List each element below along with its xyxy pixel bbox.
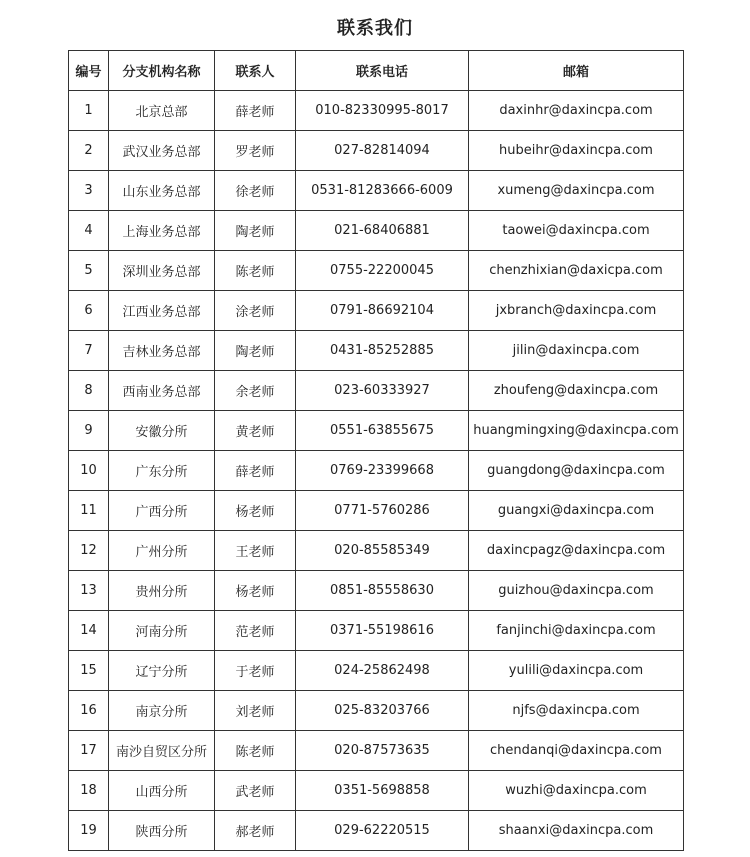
row-number: 5 bbox=[69, 251, 109, 291]
branch-name: 广东分所 bbox=[109, 451, 215, 491]
branch-name: 西南业务总部 bbox=[109, 371, 215, 411]
contact-phone: 020-85585349 bbox=[296, 531, 469, 571]
contact-person: 杨老师 bbox=[215, 571, 296, 611]
contact-person: 罗老师 bbox=[215, 131, 296, 171]
table-row bbox=[69, 371, 684, 411]
contact-table bbox=[68, 50, 684, 851]
email-address[interactable]: yulili@daxincpa.com bbox=[469, 651, 684, 691]
table-row bbox=[69, 411, 684, 451]
branch-name: 广州分所 bbox=[109, 531, 215, 571]
header-contact-person: 联系人 bbox=[215, 51, 296, 91]
contact-person: 涂老师 bbox=[215, 291, 296, 331]
header-contact-phone: 联系电话 bbox=[296, 51, 469, 91]
row-number: 8 bbox=[69, 371, 109, 411]
branch-name: 陕西分所 bbox=[109, 811, 215, 851]
email-address[interactable]: guangxi@daxincpa.com bbox=[469, 491, 684, 531]
table-row bbox=[69, 611, 684, 651]
email-address[interactable]: zhoufeng@daxincpa.com bbox=[469, 371, 684, 411]
contact-person: 王老师 bbox=[215, 531, 296, 571]
table-row bbox=[69, 811, 684, 851]
email-address[interactable]: daxincpagz@daxincpa.com bbox=[469, 531, 684, 571]
row-number: 16 bbox=[69, 691, 109, 731]
branch-name: 山西分所 bbox=[109, 771, 215, 811]
table-row bbox=[69, 91, 684, 131]
contact-person: 薛老师 bbox=[215, 451, 296, 491]
contact-person: 陶老师 bbox=[215, 331, 296, 371]
row-number: 12 bbox=[69, 531, 109, 571]
branch-name: 深圳业务总部 bbox=[109, 251, 215, 291]
row-number: 14 bbox=[69, 611, 109, 651]
row-number: 17 bbox=[69, 731, 109, 771]
branch-name: 山东业务总部 bbox=[109, 171, 215, 211]
row-number: 2 bbox=[69, 131, 109, 171]
table-row bbox=[69, 171, 684, 211]
branch-name: 上海业务总部 bbox=[109, 211, 215, 251]
email-address[interactable]: xumeng@daxincpa.com bbox=[469, 171, 684, 211]
contact-person: 郝老师 bbox=[215, 811, 296, 851]
header-email: 邮箱 bbox=[469, 51, 684, 91]
branch-name: 北京总部 bbox=[109, 91, 215, 131]
contact-phone: 024-25862498 bbox=[296, 651, 469, 691]
branch-name: 安徽分所 bbox=[109, 411, 215, 451]
row-number: 10 bbox=[69, 451, 109, 491]
table-body bbox=[69, 91, 684, 851]
header-number: 编号 bbox=[69, 51, 109, 91]
row-number: 1 bbox=[69, 91, 109, 131]
branch-name: 贵州分所 bbox=[109, 571, 215, 611]
contact-phone: 025-83203766 bbox=[296, 691, 469, 731]
email-address[interactable]: fanjinchi@daxincpa.com bbox=[469, 611, 684, 651]
row-number: 18 bbox=[69, 771, 109, 811]
email-address[interactable]: huangmingxing@daxincpa.com bbox=[469, 411, 684, 451]
contact-person: 范老师 bbox=[215, 611, 296, 651]
contact-phone: 0769-23399668 bbox=[296, 451, 469, 491]
row-number: 13 bbox=[69, 571, 109, 611]
page-title: 联系我们 bbox=[337, 18, 413, 39]
contact-person: 于老师 bbox=[215, 651, 296, 691]
row-number: 15 bbox=[69, 651, 109, 691]
contact-phone: 027-82814094 bbox=[296, 131, 469, 171]
branch-name: 武汉业务总部 bbox=[109, 131, 215, 171]
table-row bbox=[69, 571, 684, 611]
contact-person: 黄老师 bbox=[215, 411, 296, 451]
table-row bbox=[69, 291, 684, 331]
branch-name: 辽宁分所 bbox=[109, 651, 215, 691]
contact-person: 徐老师 bbox=[215, 171, 296, 211]
email-address[interactable]: guizhou@daxincpa.com bbox=[469, 571, 684, 611]
contact-person: 余老师 bbox=[215, 371, 296, 411]
contact-phone: 0531-81283666-6009 bbox=[296, 171, 469, 211]
contact-phone: 0791-86692104 bbox=[296, 291, 469, 331]
contact-phone: 021-68406881 bbox=[296, 211, 469, 251]
branch-name: 吉林业务总部 bbox=[109, 331, 215, 371]
email-address[interactable]: jilin@daxincpa.com bbox=[469, 331, 684, 371]
branch-name: 南沙自贸区分所 bbox=[109, 731, 215, 771]
contact-phone: 0431-85252885 bbox=[296, 331, 469, 371]
row-number: 11 bbox=[69, 491, 109, 531]
table-row bbox=[69, 691, 684, 731]
branch-name: 江西业务总部 bbox=[109, 291, 215, 331]
email-address[interactable]: jxbranch@daxincpa.com bbox=[469, 291, 684, 331]
table-row bbox=[69, 491, 684, 531]
email-address[interactable]: njfs@daxincpa.com bbox=[469, 691, 684, 731]
table-row bbox=[69, 211, 684, 251]
row-number: 7 bbox=[69, 331, 109, 371]
row-number: 6 bbox=[69, 291, 109, 331]
contact-phone: 010-82330995-8017 bbox=[296, 91, 469, 131]
branch-name: 河南分所 bbox=[109, 611, 215, 651]
table-row bbox=[69, 131, 684, 171]
contact-phone: 0851-85558630 bbox=[296, 571, 469, 611]
row-number: 4 bbox=[69, 211, 109, 251]
contact-person: 陈老师 bbox=[215, 251, 296, 291]
row-number: 19 bbox=[69, 811, 109, 851]
contact-phone: 029-62220515 bbox=[296, 811, 469, 851]
table-header-row bbox=[69, 51, 684, 91]
email-address[interactable]: shaanxi@daxincpa.com bbox=[469, 811, 684, 851]
row-number: 3 bbox=[69, 171, 109, 211]
contact-person: 陶老师 bbox=[215, 211, 296, 251]
branch-name: 广西分所 bbox=[109, 491, 215, 531]
table-row bbox=[69, 331, 684, 371]
contact-person: 武老师 bbox=[215, 771, 296, 811]
email-address[interactable]: chenzhixian@daxicpa.com bbox=[469, 251, 684, 291]
email-address[interactable]: wuzhi@daxincpa.com bbox=[469, 771, 684, 811]
branch-name: 南京分所 bbox=[109, 691, 215, 731]
contact-phone: 0351-5698858 bbox=[296, 771, 469, 811]
email-address[interactable]: taowei@daxincpa.com bbox=[469, 211, 684, 251]
email-address[interactable]: guangdong@daxincpa.com bbox=[469, 451, 684, 491]
table-row bbox=[69, 771, 684, 811]
email-address[interactable]: chendanqi@daxincpa.com bbox=[469, 731, 684, 771]
contact-person: 薛老师 bbox=[215, 91, 296, 131]
row-number: 9 bbox=[69, 411, 109, 451]
contact-phone: 0371-55198616 bbox=[296, 611, 469, 651]
table-row bbox=[69, 651, 684, 691]
contact-phone: 0755-22200045 bbox=[296, 251, 469, 291]
email-address[interactable]: hubeihr@daxincpa.com bbox=[469, 131, 684, 171]
contact-phone: 0771-5760286 bbox=[296, 491, 469, 531]
table-row bbox=[69, 731, 684, 771]
contact-person: 刘老师 bbox=[215, 691, 296, 731]
contact-person: 陈老师 bbox=[215, 731, 296, 771]
contact-phone: 023-60333927 bbox=[296, 371, 469, 411]
header-branch-name: 分支机构名称 bbox=[109, 51, 215, 91]
contact-person: 杨老师 bbox=[215, 491, 296, 531]
contact-phone: 0551-63855675 bbox=[296, 411, 469, 451]
table-row bbox=[69, 251, 684, 291]
contact-phone: 020-87573635 bbox=[296, 731, 469, 771]
email-address[interactable]: daxinhr@daxincpa.com bbox=[469, 91, 684, 131]
table-row bbox=[69, 451, 684, 491]
table-row bbox=[69, 531, 684, 571]
